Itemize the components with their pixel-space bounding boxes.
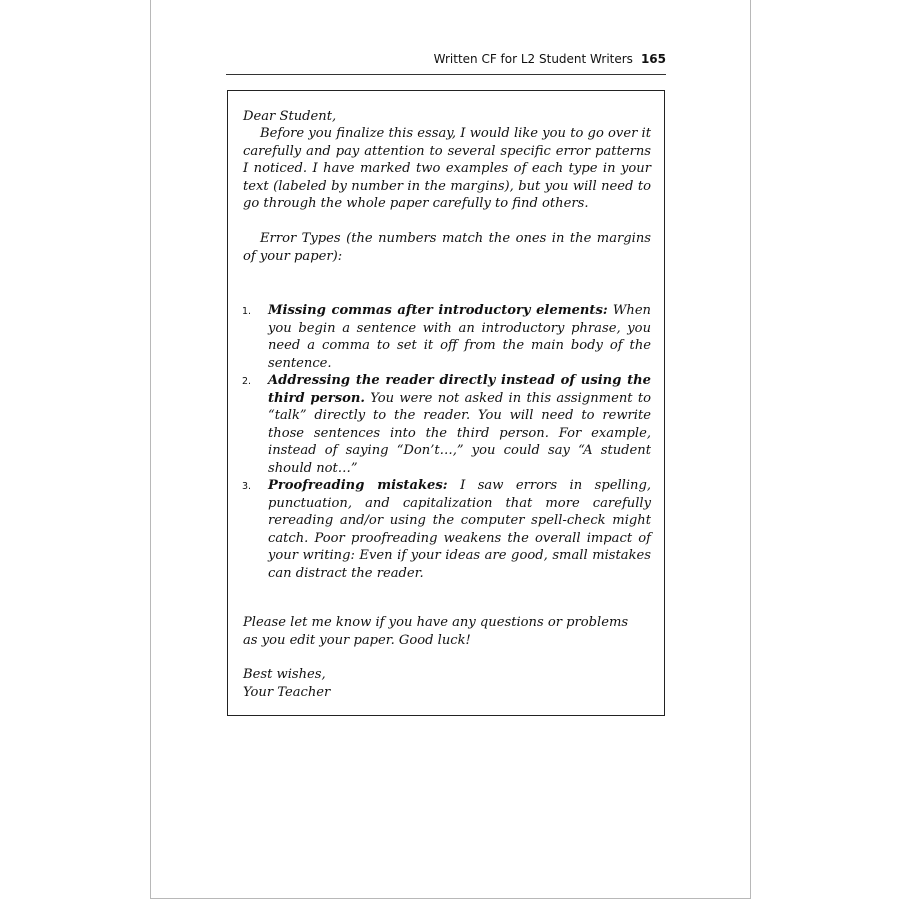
error-type-body: You were not asked in this assignment to “talk” directly to the reader. You will need to rewrite those sentences into the third person. For example, instead of saying “Don’t…,” you could say “A student should not…” xyxy=(268,390,651,476)
book-page xyxy=(150,0,751,899)
error-type-body: I saw errors in spelling, punctuation, and capitalization that more carefully rereading and/or using the computer spell-check might catch. Poor proofreading weakens the overall impact of your writing: Even if your ideas are good, small mistakes can distract the reader. xyxy=(268,478,651,581)
error-type-item xyxy=(228,477,651,582)
error-type-number: 3. xyxy=(242,481,252,492)
page-number: 165 xyxy=(640,52,666,66)
error-type-item xyxy=(228,372,651,477)
error-type-body: When you begin a sentence with an introductory phrase, you need a comma to set it off from the main body of the sentence. xyxy=(268,303,651,371)
letter-closing-line: Please let me know if you have any questions or problems xyxy=(243,615,629,630)
error-type-title: Proofreading mistakes: xyxy=(268,478,448,493)
error-type-title: Addressing the reader directly instead of using the third person. xyxy=(268,373,651,406)
error-type-number: 1. xyxy=(242,306,252,317)
letter-intro-paragraph: Before you finalize this essay, I would like you to go over it carefully and pay attention to several specific error patterns I noticed. I have marked two examples of each type in your text (labeled by number in the margins), but you will need to go through the whole paper carefully to find others. xyxy=(243,126,651,211)
running-head-title: Written CF for L2 Student Writers xyxy=(433,52,633,66)
error-type-item xyxy=(228,302,651,372)
letter-closing-line: as you edit your paper. Good luck! xyxy=(243,632,471,648)
letter-signoff xyxy=(243,666,330,701)
error-type-number: 2. xyxy=(242,376,252,387)
error-types-list xyxy=(228,302,651,582)
signoff-phrase: Best wishes, xyxy=(243,667,326,682)
letter-salutation: Dear Student, xyxy=(243,109,337,124)
letter-closing xyxy=(243,614,663,649)
error-type-title: Missing commas after introductory elements: xyxy=(268,303,608,318)
header-rule xyxy=(226,74,666,75)
error-types-intro: Error Types (the numbers match the ones in the margins of your paper): xyxy=(243,231,651,264)
signature: Your Teacher xyxy=(243,684,331,700)
running-head xyxy=(434,52,666,66)
feedback-letter xyxy=(227,90,665,716)
